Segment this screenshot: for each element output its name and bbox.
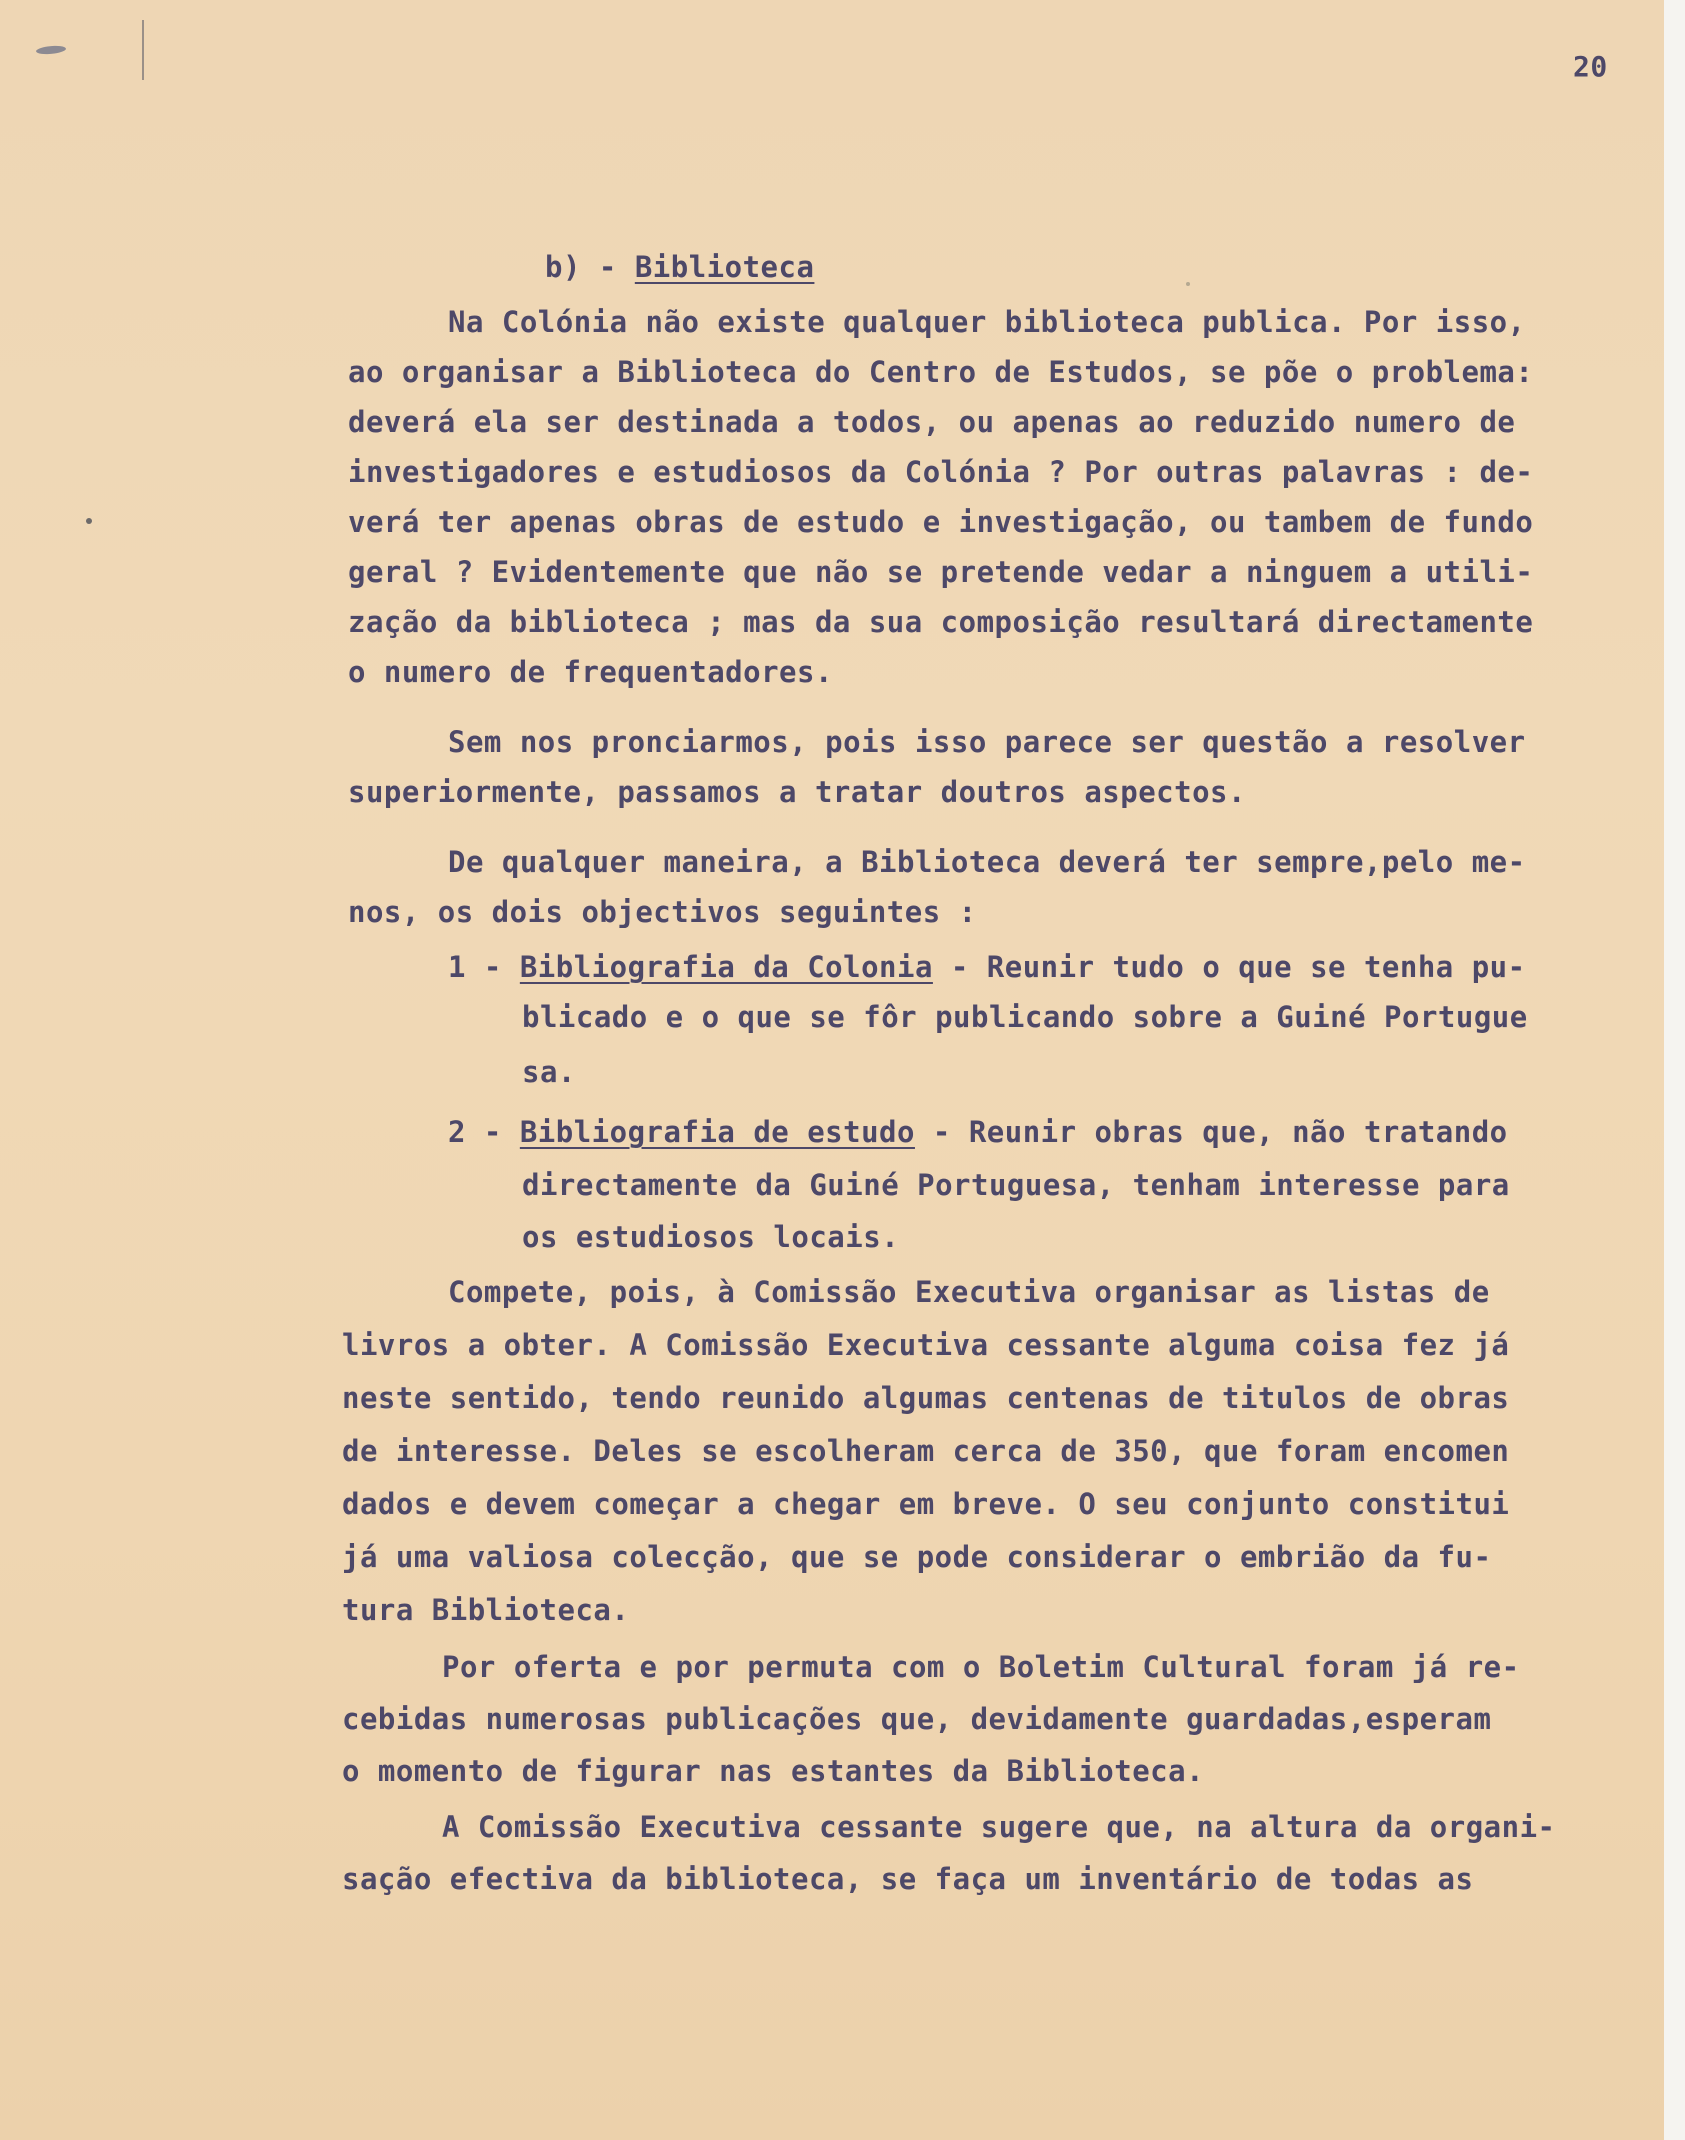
paragraph-line: o momento de figurar nas estantes da Biblioteca. (342, 1754, 1205, 1788)
paragraph-line: zação da biblioteca ; mas da sua composição resultará directamente (348, 605, 1534, 639)
list-item-number: 1 - (448, 950, 520, 984)
list-item-title: Bibliografia de estudo (519, 1115, 915, 1149)
paragraph-line: sação efectiva da biblioteca, se faça um inventário de todas as (342, 1862, 1474, 1896)
margin-mark (142, 20, 144, 80)
paragraph-line: superiormente, passamos a tratar doutros aspectos. (348, 775, 1246, 809)
paragraph-line: Por oferta e por permuta com o Boletim Cultural foram já re- (442, 1650, 1520, 1684)
paragraph-line: geral ? Evidentemente que não se pretende vedar a ninguem a utili- (348, 555, 1534, 589)
paragraph-line: já uma valiosa colecção, que se pode considerar o embrião da fu- (342, 1540, 1492, 1574)
list-item (448, 1115, 1508, 1149)
paragraph-line: de interesse. Deles se escolheram cerca de 350, que foram encomen (342, 1434, 1510, 1468)
page-number: 20 (1573, 50, 1608, 83)
list-item-line: directamente da Guiné Portuguesa, tenham interesse para (522, 1168, 1510, 1202)
list-item-line: sa. (522, 1055, 576, 1089)
paragraph-line: tura Biblioteca. (342, 1593, 630, 1627)
paragraph-line: A Comissão Executiva cessante sugere que, na altura da organi- (442, 1810, 1556, 1844)
list-item-line: blicado e o que se fôr publicando sobre a Guiné Portugue (522, 1000, 1528, 1034)
section-heading (545, 250, 814, 284)
paragraph-line: dados e devem começar a chegar em breve. O seu conjunto constitui (342, 1487, 1510, 1521)
paper-speck (86, 518, 92, 524)
paragraph-line: verá ter apenas obras de estudo e investigação, ou tambem de fundo (348, 505, 1534, 539)
paragraph-line: nos, os dois objectivos seguintes : (348, 895, 977, 929)
paragraph-line: Compete, pois, à Comissão Executiva organisar as listas de (448, 1275, 1490, 1309)
paragraph-line: neste sentido, tendo reunido algumas centenas de titulos de obras (342, 1381, 1510, 1415)
paragraph-line: o numero de frequentadores. (348, 655, 833, 689)
section-heading-prefix: b) - (545, 250, 635, 284)
paragraph-line: De qualquer maneira, a Biblioteca deverá ter sempre,pelo me- (448, 845, 1526, 879)
section-heading-title: Biblioteca (634, 250, 815, 284)
paper-damage-mark (36, 44, 67, 56)
paragraph-line: Sem nos pronciarmos, pois isso parece ser questão a resolver (448, 725, 1526, 759)
paragraph-line: ao organisar a Biblioteca do Centro de Estudos, se põe o problema: (348, 355, 1534, 389)
paragraph-line: investigadores e estudiosos da Colónia ? Por outras palavras : de- (348, 455, 1534, 489)
list-item-title: Bibliografia da Colonia (519, 950, 933, 984)
page-edge (1664, 0, 1685, 2140)
list-item-text: - Reunir obras que, não tratando (914, 1115, 1508, 1149)
paragraph-line: deverá ela ser destinada a todos, ou apenas ao reduzido numero de (348, 405, 1516, 439)
list-item-line: os estudiosos locais. (522, 1220, 900, 1254)
paragraph-line: Na Colónia não existe qualquer biblioteca publica. Por isso, (448, 305, 1526, 339)
paragraph-line: cebidas numerosas publicações que, devidamente guardadas,esperam (342, 1702, 1492, 1736)
list-item (448, 950, 1526, 984)
list-item-text: - Reunir tudo o que se tenha pu- (932, 950, 1526, 984)
list-item-number: 2 - (448, 1115, 520, 1149)
paragraph-line: livros a obter. A Comissão Executiva cessante alguma coisa fez já (342, 1328, 1510, 1362)
paper-speck (1186, 282, 1190, 286)
